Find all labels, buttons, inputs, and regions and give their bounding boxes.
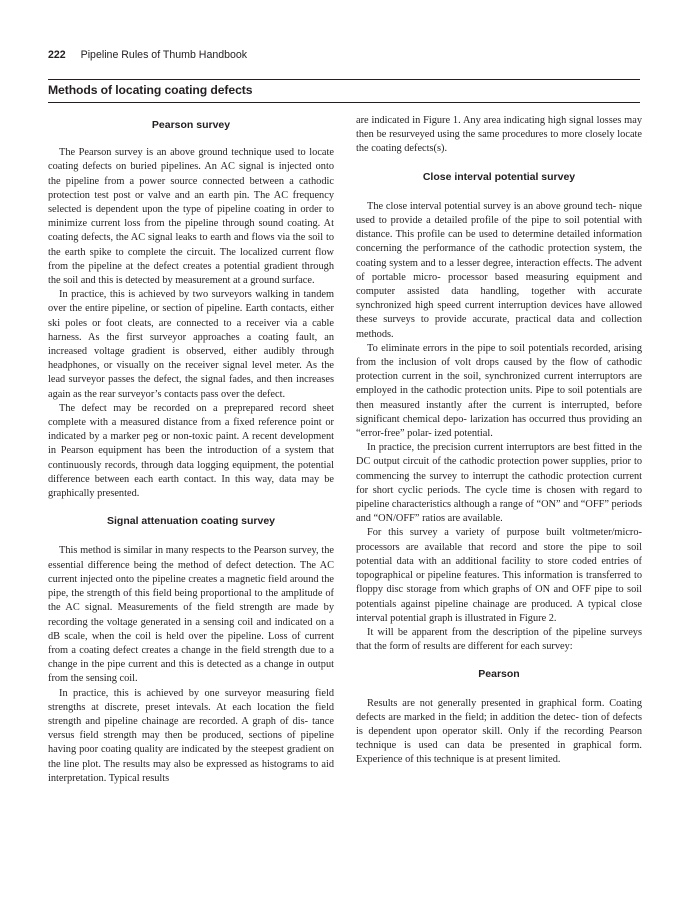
paragraph: The defect may be recorded on a preprepared record sheet complete with a measured distance from a fixed reference point or indicated by a marker peg or non-toxic paint. A recent development in Pearson equipment has been the introduction of a system that continuously records, through data logging equipment, the potential difference between each earth contact. In this way, data may be graphically presented. bbox=[48, 402, 334, 500]
page-number: 222 bbox=[48, 49, 66, 61]
pearson-survey-heading: Pearson survey bbox=[151, 119, 231, 131]
paragraph-continued: are indicated in Figure 1. Any area indicating high signal losses may then be resurveyed using the same procedures to more closely locate the coating defects(s). bbox=[356, 115, 642, 155]
paragraph: Results are not generally presented in graphical form. Coating defects are marked in the field; in addition the detec- tion of defects is dependent upon operator skill. Only if the recording Pearson technique is used can data be presented in graphical form. Experience of this technique is at present limited. bbox=[356, 697, 642, 766]
section-title: Methods of locating coating defects bbox=[48, 83, 253, 97]
section-rule bbox=[48, 102, 640, 103]
paragraph: For this survey a variety of purpose built voltmeter/micro- processors are available that record and store the pipe to soil potential data with an additional facility to store coded entries of topographical or pipeline features. This information is transferred to floppy disc storage from which graphs of ON and OFF pipe to soil potentials against pipeline chainage are produced. A typical close interval potential graph is illustrated in Figure 2. bbox=[356, 527, 642, 624]
paragraph: The Pearson survey is an above ground technique used to locate coating defects on buried pipelines. An AC signal is injected onto the pipeline from a power source connected between a cathodic protection test post or valve and an earth pin. The AC frequency selected is dependent upon the type of pipeline coating in order to minimize current loss from the pipeline through sound coating. At coating defects, the AC signal leaks to earth and flows via the soil to the earth spike to complete the circuit. The localized current flow from the pipeline at the defect creates a potential gradient through the soil and this is detected by measurement at a ground surface. bbox=[48, 147, 334, 287]
paragraph: To eliminate errors in the pipe to soil potentials recorded, arising from the inclusion of volt drops caused by the flow of cathodic protection current in the soil, synchronized current interruptors are employed in the cathodic protection units. Pipe to soil potentials are then measured instantly after the current is interrupted, before significant chemical depo- larization has occurred thus providing an “error-free” polar- ized potential. bbox=[356, 342, 642, 440]
pearson-subheading: Pearson bbox=[478, 668, 520, 681]
paragraph: In practice, this is achieved by one surveyor measuring field strengths at discrete, preset intevals. At each location the field strength and pipeline chainage are recorded. A graph of dis- tance versus field strength may then be produced, sections of pipeline having poor coating quality are indicated by the steepest gradient on the line plot. The results may also be expressed as histograms to aid interpretation. Typical results bbox=[48, 687, 334, 784]
left-column bbox=[48, 114, 334, 786]
paragraph: It will be apparent from the description of the pipeline surveys that the form of results are different for each survey: bbox=[356, 626, 642, 653]
header-rule bbox=[48, 79, 640, 80]
right-column bbox=[356, 114, 642, 768]
running-header bbox=[48, 49, 640, 61]
paragraph: The close interval potential survey is an above ground tech- nique used to provide a detailed profile of the pipe to soil potential with distance. This profile can be used to determine detailed information concerning the performance of the cathodic protection system, the coating system and to a lesser degree, interaction effects. The advent of portable micro- processor based measuring equipment and computer assisted data handling, together with accurate synchronized high speed current interruption devices have allowed these surveys to provide accurate, practical data and collection methods. bbox=[356, 200, 642, 340]
paragraph: This method is similar in many respects to the Pearson survey, the essential difference being the method of defect detection. The AC current injected onto the pipeline creates a magnetic field around the pipe, the strength of this field being proportional to the amplitude of the AC signal. Measurements of the field strength are made by recording the voltage generated in a sensing coil and indicated on a dB scale, when the coil is held over the pipeline. Loss of current from a coating defect creates a change in the field strength due to a change in the pipe current and this is detected as a change in output from the sensing coil. bbox=[48, 545, 334, 685]
paragraph: In practice, the precision current interruptors are best fitted in the DC output circuit of the cathodic protection power supplies, prior to commencing the survey to interrupt the cathodic protection current for short cyclic periods. The cycle time is chosen with regard to pipeline characteristics although a range of “ON” and “OFF” periods and “ON/OFF” ratios are available. bbox=[356, 442, 642, 525]
paragraph: In practice, this is achieved by two surveyors walking in tandem over the entire pipeline, or section of pipeline. Earth contacts, either ski poles or foot cleats, are connected to a receiver via a cable harness. As the first surveyor approaches a coating fault, an increased voltage gradient is observed, either audibly through headphones, or visually on the receiver signal level meter. As the lead surveyor passes the defect, the signal fades, and then increases again as the rear surveyor’s contacts pass over the defect. bbox=[48, 289, 334, 400]
close-interval-heading: Close interval potential survey bbox=[422, 170, 576, 183]
book-title: Pipeline Rules of Thumb Handbook bbox=[80, 49, 248, 61]
signal-attenuation-heading: Signal attenuation coating survey bbox=[106, 515, 276, 528]
